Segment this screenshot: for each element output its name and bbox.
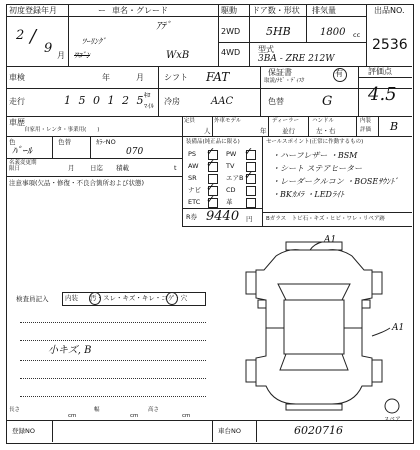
recycle-value: 9440	[206, 209, 240, 224]
divider	[260, 66, 261, 116]
inspector-interior-label: 内装	[65, 294, 78, 302]
equipment-checkbox	[206, 157, 218, 172]
glass-options: Bガラス トビ石・キズ・ヒビ・ワレ・リペア跡	[266, 216, 385, 222]
history-sub: 自家用・レンタ・事業用( )	[24, 127, 100, 133]
divider	[366, 4, 367, 66]
divider	[6, 176, 182, 177]
interior-sub: 評価	[360, 127, 372, 133]
equipment-item: 革	[226, 198, 233, 206]
exterior-model-label: 外車モデル	[214, 118, 242, 124]
shift-value: FAT	[206, 70, 230, 84]
check-mark-icon: ✓	[206, 157, 216, 170]
height-label: 高さ	[148, 407, 160, 413]
capacity-unit: 人	[204, 127, 211, 135]
a1-top-mark: A1	[324, 235, 337, 245]
drive-2wd: 2WD	[221, 27, 241, 36]
divider	[358, 66, 359, 116]
ac-label: 冷房	[164, 97, 180, 106]
mileage-value: 1 5 0 1 2 5	[64, 94, 146, 107]
name-change-unit: t	[174, 164, 177, 172]
grade-line-1: ﾂｰﾘﾝｸﾞ	[82, 37, 106, 46]
note-line	[20, 378, 206, 379]
equipment-checkbox	[246, 186, 256, 196]
name-grade-label: 車名・グレード	[112, 6, 168, 15]
divider	[262, 212, 412, 213]
name-change-tax: 積載	[116, 164, 129, 172]
equipment-item: TV	[226, 162, 235, 170]
equipment-label: 装備品(純正品に限る)	[186, 139, 240, 145]
option-circle	[89, 292, 101, 305]
width-unit: cm	[130, 413, 139, 419]
grade-line-3: WxB	[166, 50, 190, 61]
sales-point-2: ・シート ステアヒーター	[272, 164, 363, 173]
handle-label: ハンドル	[312, 118, 335, 124]
divider	[182, 116, 183, 136]
equipment-item: ETC	[188, 198, 201, 206]
recycle-unit: 円	[246, 215, 253, 223]
divider	[308, 116, 309, 136]
interior-value: B	[390, 120, 399, 133]
divider	[6, 16, 366, 17]
displacement-label: 排気量	[312, 6, 336, 15]
divider	[6, 136, 412, 137]
first-reg-year: 2	[16, 28, 25, 43]
divider	[52, 420, 53, 442]
divider	[6, 66, 412, 67]
divider	[182, 226, 412, 227]
km-label: ｷﾛ	[144, 91, 151, 99]
divider	[268, 116, 269, 136]
inspector-label: 検査員記入	[16, 295, 49, 303]
divider	[52, 136, 53, 158]
sales-point-1: ・ハーフレザー ・BSM	[272, 151, 358, 160]
sales-label: セールスポイント(正常に作動するもの)	[266, 139, 364, 145]
body-color-label: 色	[9, 138, 16, 146]
divider	[306, 4, 307, 42]
ac-value: AAC	[211, 96, 234, 107]
capacity-label: 定員	[184, 118, 196, 124]
sales-point-3: ・レーダークルコン ・BOSEｻｳﾝﾄﾞ	[272, 177, 399, 186]
check-mark-icon: ✓	[244, 169, 254, 182]
first-reg-label: 初度登録年月	[9, 6, 57, 15]
inspection-month: 月	[136, 73, 144, 82]
length-unit: cm	[68, 413, 77, 419]
inspection-label: 車検	[9, 73, 25, 82]
check-mark-icon: ✓	[206, 181, 216, 194]
shift-label: シフト	[164, 73, 188, 82]
color-change-value: G	[322, 94, 333, 109]
mile-label: ﾏｲﾙ	[144, 102, 154, 110]
interior-label: 内装	[360, 118, 372, 124]
rating-value: 4.5	[368, 84, 397, 105]
first-reg-month-unit: 月	[57, 51, 65, 60]
divider	[90, 136, 91, 158]
note-line	[20, 396, 206, 397]
name-change-label: 名義変更期限日	[9, 160, 37, 172]
color-change-label: 色替	[268, 97, 284, 106]
reg-no-label: 登録NO	[12, 427, 35, 435]
divider	[68, 4, 69, 66]
chassis-label: 車台NO	[218, 427, 241, 435]
notes-label: 注意事項(欠品・修復・不良合箇所および状態)	[9, 179, 145, 187]
recycle-label: R券	[186, 213, 198, 221]
name-change-month: 月	[68, 164, 75, 172]
divider	[378, 116, 379, 136]
exterior-year-unit: 年	[260, 127, 267, 135]
divider	[182, 136, 183, 226]
displacement-value: 1800	[320, 27, 346, 38]
drive-4wd: 4WD	[221, 48, 241, 57]
divider	[212, 420, 213, 442]
body-color-value: ﾊﾟｰﾙ	[12, 146, 32, 157]
length-label: 長さ	[9, 407, 21, 413]
drive-label: 駆動	[221, 6, 237, 15]
divider	[356, 116, 357, 136]
mileage-label: 走行	[9, 97, 25, 106]
first-reg-month: 9	[44, 41, 53, 56]
equipment-item: PS	[188, 150, 197, 158]
name-grade-marks: ー	[98, 6, 106, 15]
check-mark-icon: ✓	[206, 145, 216, 158]
divider	[6, 116, 412, 117]
equipment-item: AW	[188, 162, 199, 170]
warranty-sub: 取説/ﾅﾋﾞ・ﾃﾞｨｽｸ	[264, 78, 305, 84]
divider	[6, 158, 182, 159]
divider	[212, 116, 213, 136]
a1-side-mark: A1	[392, 323, 405, 333]
inspection-year: 年	[102, 73, 110, 82]
color-code-label: ｶﾗｰNO	[96, 138, 116, 146]
handle-options: 左・右	[316, 127, 336, 135]
displacement-unit: cc	[353, 31, 361, 39]
color-no-label: 色替	[58, 138, 71, 146]
dealer-sub: 並行	[282, 127, 295, 135]
equipment-item: エアB	[226, 174, 244, 182]
equipment-checkbox	[244, 145, 256, 160]
height-unit: cm	[182, 413, 191, 419]
first-reg-slash: /	[30, 26, 37, 47]
rating-label: 評価点	[368, 67, 392, 76]
exhibit-no: 2536	[372, 37, 408, 53]
note-line	[20, 360, 206, 361]
grade-line-2: ﾜｺﾞﾝ	[74, 51, 90, 60]
warranty-label: 保証書	[268, 68, 292, 77]
divider	[249, 4, 250, 66]
option-circle	[166, 292, 178, 305]
exhibit-no-label: 出品NO.	[374, 6, 405, 15]
equipment-checkbox	[246, 198, 256, 208]
equipment-item: PW	[226, 150, 237, 158]
equipment-item: CD	[226, 186, 236, 194]
divider	[256, 420, 257, 442]
check-mark-icon: ✓	[206, 193, 216, 206]
note-line	[20, 340, 206, 341]
equipment-checkbox	[244, 169, 256, 184]
car-diagram	[236, 236, 412, 416]
model-label: 型式	[258, 45, 274, 54]
check-mark-icon: ✓	[244, 145, 254, 158]
divider	[6, 420, 412, 421]
inspector-note: 小キズ, B	[48, 345, 92, 356]
chassis-value: 6020716	[294, 424, 343, 437]
equipment-item: SR	[188, 174, 197, 182]
history-label: 車歴	[9, 118, 25, 127]
name-change-day: 日迄	[90, 164, 103, 172]
width-label: 幅	[94, 407, 100, 413]
divider	[218, 42, 366, 43]
model-value: 3BA - ZRE 212W	[258, 54, 335, 64]
dealer-label: ディーラー	[272, 118, 300, 124]
doors-value: 5HB	[266, 25, 291, 38]
auction-sheet	[6, 4, 414, 444]
note-line	[20, 322, 206, 323]
warranty-value: 有	[335, 69, 343, 78]
doors-label: ドア数・形状	[252, 6, 300, 15]
divider	[6, 88, 412, 89]
car-name: ｱﾃﾞ	[156, 21, 171, 32]
equipment-checkbox	[206, 193, 218, 208]
sales-point-4: ・BKｶﾒﾗ ・LEDﾗｲﾄ	[272, 190, 344, 199]
inspector-options: 汚・スレ・キズ・キレ・コゲ・穴	[90, 294, 188, 302]
divider	[358, 77, 412, 78]
divider	[218, 4, 219, 66]
equipment-item: ナビ	[188, 186, 201, 194]
color-code-value: 070	[126, 147, 144, 157]
divider	[158, 66, 159, 116]
